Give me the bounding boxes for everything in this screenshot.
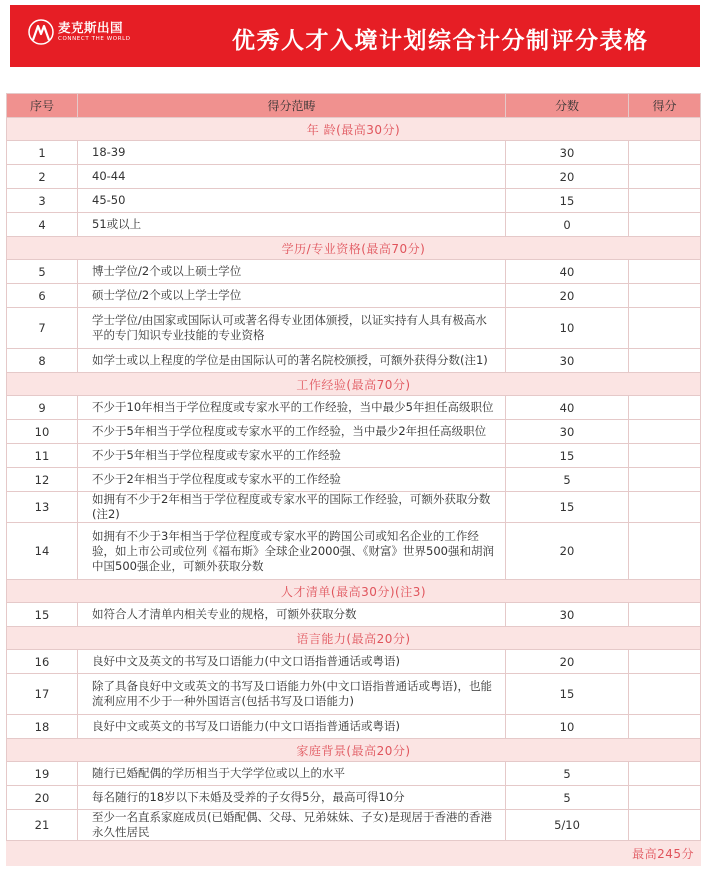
row-number: 7 <box>7 308 78 349</box>
row-number: 1 <box>7 141 78 165</box>
table-row <box>7 308 701 349</box>
row-points: 0 <box>506 213 629 237</box>
row-number: 10 <box>7 420 78 444</box>
row-points: 30 <box>506 420 629 444</box>
row-description: 如拥有不少于3年相当于学位程度或专家水平的跨国公司或知名企业的工作经验，如上市公司或位列《福布斯》全球企业2000强、《财富》世界500强和胡润中国500强企业，可额外获取分数 <box>78 523 506 580</box>
row-score-cell <box>629 420 701 444</box>
row-points: 10 <box>506 308 629 349</box>
table-row <box>7 523 701 580</box>
table-row <box>7 650 701 674</box>
column-header-category: 得分范畴 <box>78 94 506 118</box>
row-score-cell <box>629 715 701 739</box>
row-number: 17 <box>7 674 78 715</box>
row-description: 不少于10年相当于学位程度或专家水平的工作经验，当中最少5年担任高级职位 <box>78 396 506 420</box>
row-points: 5 <box>506 786 629 810</box>
row-description: 18-39 <box>78 141 506 165</box>
row-number: 18 <box>7 715 78 739</box>
row-number: 4 <box>7 213 78 237</box>
row-score-cell <box>629 260 701 284</box>
table-row <box>7 396 701 420</box>
score-table <box>6 93 701 866</box>
table-row <box>7 603 701 627</box>
column-header-score: 得分 <box>629 94 701 118</box>
section-header-row <box>7 627 701 650</box>
row-points: 40 <box>506 260 629 284</box>
table-row <box>7 260 701 284</box>
row-description: 博士学位/2个或以上硕士学位 <box>78 260 506 284</box>
total-row <box>7 841 701 866</box>
row-description: 除了具备良好中文或英文的书写及口语能力外(中文口语指普通话或粤语)，也能流利应用不少于一种外国语言(包括书写及口语能力) <box>78 674 506 715</box>
row-score-cell <box>629 284 701 308</box>
row-description: 45-50 <box>78 189 506 213</box>
row-number: 13 <box>7 492 78 523</box>
row-number: 16 <box>7 650 78 674</box>
row-number: 14 <box>7 523 78 580</box>
table-row <box>7 762 701 786</box>
section-title: 人才清单(最高30分)(注3) <box>7 580 701 603</box>
row-points: 5 <box>506 468 629 492</box>
row-score-cell <box>629 396 701 420</box>
row-number: 3 <box>7 189 78 213</box>
row-description: 学士学位/由国家或国际认可或著名得专业团体颁授，以证实持有人具有极高水平的专门知识专业技能的专业资格 <box>78 308 506 349</box>
row-number: 2 <box>7 165 78 189</box>
section-title: 工作经验(最高70分) <box>7 373 701 396</box>
row-points: 20 <box>506 284 629 308</box>
row-description: 每名随行的18岁以下未婚及受养的子女得5分，最高可得10分 <box>78 786 506 810</box>
row-score-cell <box>629 603 701 627</box>
row-score-cell <box>629 189 701 213</box>
row-points: 15 <box>506 492 629 523</box>
row-points: 20 <box>506 650 629 674</box>
row-number: 11 <box>7 444 78 468</box>
row-points: 10 <box>506 715 629 739</box>
row-description: 不少于5年相当于学位程度或专家水平的工作经验 <box>78 444 506 468</box>
table-row <box>7 715 701 739</box>
header-banner <box>10 5 700 67</box>
row-score-cell <box>629 762 701 786</box>
row-description: 良好中文及英文的书写及口语能力(中文口语指普通话或粤语) <box>78 650 506 674</box>
row-points: 30 <box>506 349 629 373</box>
row-description: 40-44 <box>78 165 506 189</box>
table-row <box>7 492 701 523</box>
table-row <box>7 420 701 444</box>
row-description: 硕士学位/2个或以上学士学位 <box>78 284 506 308</box>
section-title: 学历/专业资格(最高70分) <box>7 237 701 260</box>
row-points: 15 <box>506 674 629 715</box>
row-points: 30 <box>506 603 629 627</box>
row-score-cell <box>629 468 701 492</box>
brand-logo-icon <box>28 18 54 46</box>
row-score-cell <box>629 165 701 189</box>
column-header-no: 序号 <box>7 94 78 118</box>
row-description: 不少于2年相当于学位程度或专家水平的工作经验 <box>78 468 506 492</box>
row-number: 9 <box>7 396 78 420</box>
row-points: 5 <box>506 762 629 786</box>
row-score-cell <box>629 674 701 715</box>
row-number: 21 <box>7 810 78 841</box>
page-title: 优秀人才入境计划综合计分制评分表格 <box>232 28 649 54</box>
table-row <box>7 284 701 308</box>
column-header-points: 分数 <box>506 94 629 118</box>
row-number: 12 <box>7 468 78 492</box>
row-score-cell <box>629 444 701 468</box>
section-title: 家庭背景(最高20分) <box>7 739 701 762</box>
row-points: 5/10 <box>506 810 629 841</box>
table-row <box>7 349 701 373</box>
table-row <box>7 444 701 468</box>
row-score-cell <box>629 308 701 349</box>
section-title: 年 龄(最高30分) <box>7 118 701 141</box>
brand-slogan: CONNECT THE WORLD <box>58 35 131 42</box>
row-score-cell <box>629 141 701 165</box>
row-description: 良好中文或英文的书写及口语能力(中文口语指普通话或粤语) <box>78 715 506 739</box>
row-number: 20 <box>7 786 78 810</box>
row-description: 如学士或以上程度的学位是由国际认可的著名院校颁授，可额外获得分数(注1) <box>78 349 506 373</box>
section-header-row <box>7 237 701 260</box>
section-header-row <box>7 118 701 141</box>
row-number: 8 <box>7 349 78 373</box>
brand-name: 麦克斯出国 <box>58 20 124 35</box>
total-points: 最高245分 <box>7 841 701 866</box>
row-points: 40 <box>506 396 629 420</box>
row-points: 15 <box>506 189 629 213</box>
row-score-cell <box>629 650 701 674</box>
row-points: 20 <box>506 165 629 189</box>
section-header-row <box>7 373 701 396</box>
table-body <box>7 118 701 866</box>
row-description: 至少一名直系家庭成员(已婚配偶、父母、兄弟妹妹、子女)是现居于香港的香港永久性居民 <box>78 810 506 841</box>
section-header-row <box>7 580 701 603</box>
row-description: 51或以上 <box>78 213 506 237</box>
row-number: 19 <box>7 762 78 786</box>
row-score-cell <box>629 523 701 580</box>
table-row <box>7 786 701 810</box>
row-number: 5 <box>7 260 78 284</box>
row-number: 15 <box>7 603 78 627</box>
row-score-cell <box>629 786 701 810</box>
section-title: 语言能力(最高20分) <box>7 627 701 650</box>
row-points: 30 <box>506 141 629 165</box>
row-score-cell <box>629 810 701 841</box>
table-row <box>7 213 701 237</box>
row-number: 6 <box>7 284 78 308</box>
table-row <box>7 468 701 492</box>
table-row <box>7 165 701 189</box>
table-header-row <box>7 94 701 118</box>
row-score-cell <box>629 492 701 523</box>
row-description: 随行已婚配偶的学历相当于大学学位或以上的水平 <box>78 762 506 786</box>
table-row <box>7 189 701 213</box>
row-score-cell <box>629 213 701 237</box>
row-score-cell <box>629 349 701 373</box>
section-header-row <box>7 739 701 762</box>
row-description: 如拥有不少于2年相当于学位程度或专家水平的国际工作经验，可额外获取分数(注2) <box>78 492 506 523</box>
row-description: 如符合人才清单内相关专业的规格，可额外获取分数 <box>78 603 506 627</box>
brand-logo <box>28 18 131 46</box>
row-points: 15 <box>506 444 629 468</box>
table-row <box>7 674 701 715</box>
table-row <box>7 141 701 165</box>
row-description: 不少于5年相当于学位程度或专家水平的工作经验，当中最少2年担任高级职位 <box>78 420 506 444</box>
row-points: 20 <box>506 523 629 580</box>
table-row <box>7 810 701 841</box>
